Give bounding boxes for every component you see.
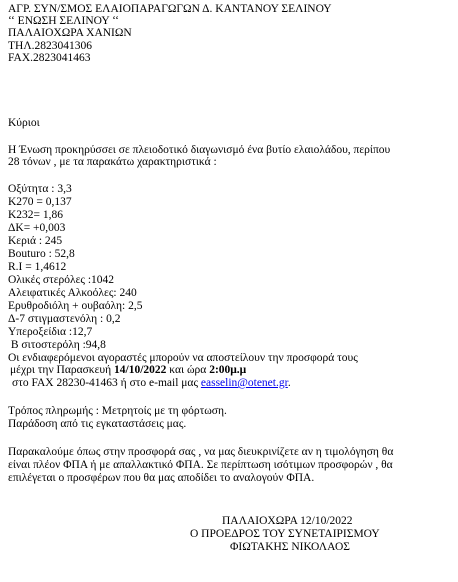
header-location: ΠΑΛΑΙΟΧΩΡΑ ΧΑΝΙΩΝ [8, 27, 132, 39]
intro-line-1: Η Ένωση προκηρύσσει σε πλειοδοτικό διαγωνισμό ένα βυτίο ελαιολάδου, περίπου [8, 144, 391, 156]
payment-terms: Τρόπος πληρωμής : Μετρητοίς με τη φόρτωση. [8, 405, 227, 417]
offer-deadline-prefix: μέχρι την Παρασκευή [10, 364, 115, 376]
characteristic-aliphatic-alcohols: Αλειφατικές Αλκοόλες: 240 [8, 287, 137, 299]
characteristic-delta-k: ΔΚ= +0,003 [8, 222, 66, 234]
header-org-name: ΑΓΡ. ΣΥΝ/ΣΜΟΣ ΕΛΑΙΟΠΑΡΑΓΩΓΩΝ Δ. ΚΑΝΤΑΝΟΥ ΣΕΛΙΝΟΥ [8, 3, 332, 15]
header-fax: FAX.2823041463 [8, 52, 91, 64]
offer-line-1: Οι ενδιαφερόμενοι αγοραστές μπορούν να αποστείλουν την προσφορά τους [8, 352, 358, 364]
characteristic-beta-sitosterol: Β σιτοστερόλη :94,8 [8, 339, 106, 351]
intro-line-2: 28 τόνων , με τα παρακάτω χαρακτηριστικά : [8, 156, 217, 168]
email-link[interactable]: easselin@otenet.gr [200, 377, 288, 389]
characteristic-peroxides: Υπεροξείδια :12,7 [8, 326, 93, 338]
closing-line-2: είναι πλέον ΦΠΑ ή με απαλλακτικό ΦΠΑ. Σε περίπτωση ισότιμων προσφορών , θα [8, 459, 393, 471]
offer-deadline-date: 14/10/2022 [114, 364, 167, 376]
header-union-name: ‘‘ ΕΝΩΣΗ ΣΕΛΙΝΟΥ ‘‘ [8, 15, 119, 27]
signature-place-date: ΠΑΛΑΙΟΧΩΡΑ 12/10/2022 [222, 515, 353, 527]
characteristic-waxes: Κεριά : 245 [8, 235, 63, 247]
offer-deadline-time: 2:00μ.μ [209, 364, 247, 376]
characteristic-delta7-stigmastenol: Δ-7 στιγμαστενόλη : 0,2 [8, 313, 121, 325]
offer-contact-prefix: στο FAX 28230-41463 ή στο e-mail μας [12, 377, 201, 389]
closing-line-3: επιλέγεται ο προσφέρων που θα μας αποδίδει το αναλογούν ΦΠΑ. [8, 472, 315, 484]
signature-role: Ο ΠΡΟΕΔΡΟΣ ΤΟΥ ΣΥΝΕΤΑΙΡΙΣΜΟΥ [190, 528, 380, 540]
characteristic-bouturo: Bouturo : 52,8 [8, 248, 75, 260]
closing-line-1: Παρακαλούμε όπως στην προσφορά σας , να μας διευκρινίζετε αν η τιμολόγηση θα [8, 446, 394, 458]
signature-name: ΦΙΩΤΑΚΗΣ ΝΙΚΟΛΑΟΣ [230, 541, 350, 553]
characteristic-refractive-index: R.I = 1,4612 [8, 261, 67, 273]
characteristic-erythrodiol-uvaol: Ερυθροδιόλη + ουβαόλη: 2,5 [8, 300, 143, 312]
characteristic-total-sterols: Ολικές στερόλες :1042 [8, 274, 115, 286]
delivery-terms: Παράδοση από τις εγκαταστάσεις μας. [8, 418, 187, 430]
offer-contact-suffix: . [287, 377, 291, 389]
characteristic-k232: Κ232= 1,86 [8, 209, 64, 221]
header-phone: ΤΗΛ.2823041306 [8, 40, 93, 52]
offer-deadline-mid: και ώρα [166, 364, 210, 376]
characteristic-acidity: Οξύτητα : 3,3 [8, 183, 72, 195]
offer-contact [12, 377, 291, 389]
greeting: Κύριοι [8, 117, 40, 129]
characteristic-k270: Κ270 = 0,137 [8, 196, 72, 208]
offer-deadline [10, 364, 246, 376]
